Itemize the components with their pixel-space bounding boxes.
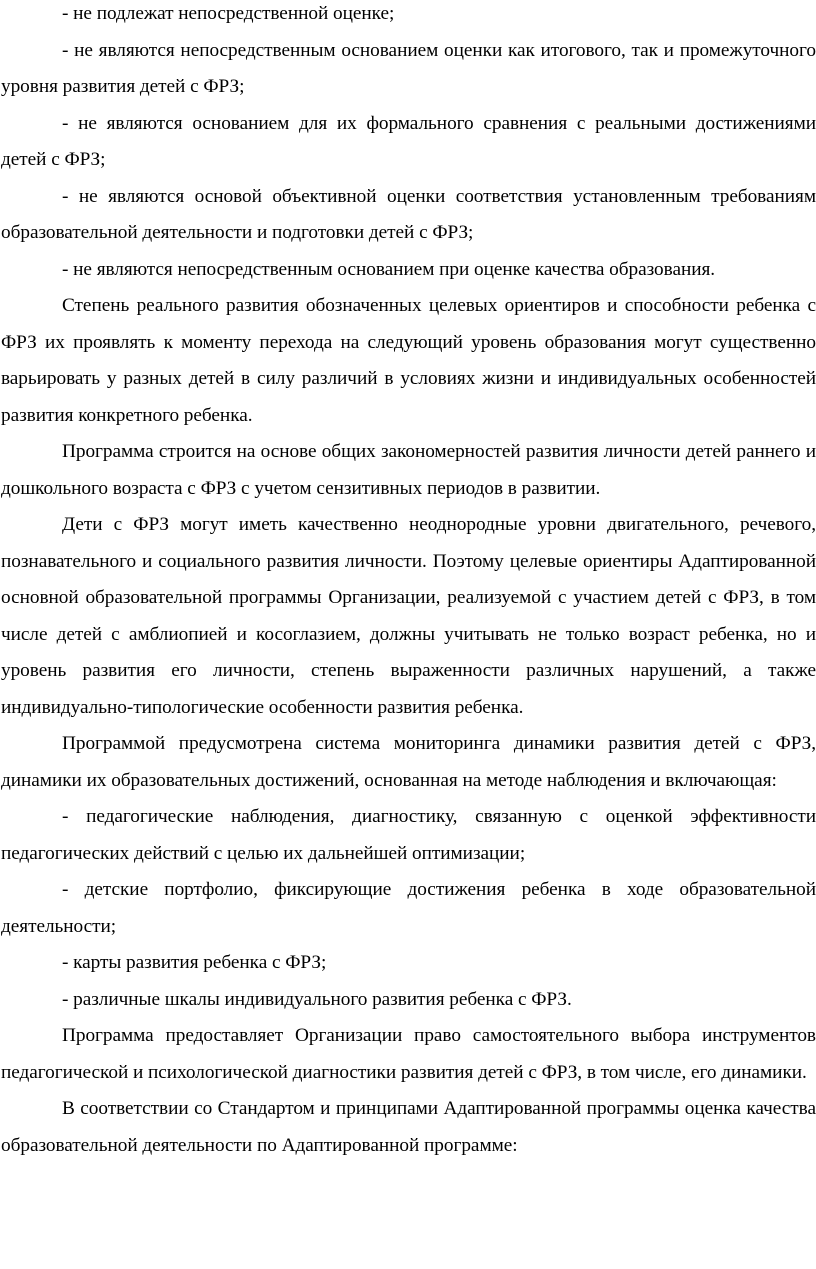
paragraph: - не подлежат непосредственной оценке;	[62, 3, 395, 24]
paragraph: - не являются непосредственным основанием при оценке качества образования.	[62, 258, 716, 280]
paragraph: Программой предусмотрена система мониторинга динамики развития детей с ФРЗ, динамики их образовательных достижений, основанная на методе наблюдения и включающая:	[1, 733, 816, 791]
paragraph: Программа предоставляет Организации право самостоятельного выбора инструментов педагогической и психологической диагностики развития детей с ФРЗ, в том числе, его динамики.	[1, 1025, 816, 1083]
paragraph: - не являются основанием для их формального сравнения с реальными достижениями детей с ФРЗ;	[1, 112, 816, 170]
paragraph: - карты развития ребенка с ФРЗ;	[62, 952, 327, 973]
paragraph: Программа строится на основе общих закономерностей развития личности детей раннего и дошкольного возраста с ФРЗ с учетом сензитивных периодов в развитии.	[1, 441, 816, 499]
paragraph: Степень реального развития обозначенных целевых ориентиров и способности ребенка с ФРЗ их проявлять к моменту перехода на следующий уровень образования могут существенно варьировать у разных детей в силу различий в условиях жизни и индивидуальных особенностей развития конкретного ребенка.	[1, 295, 816, 426]
paragraph: - не являются непосредственным основанием оценки как итогового, так и промежуточного уровня развития детей с ФРЗ;	[1, 39, 816, 97]
paragraph: - педагогические наблюдения, диагностику, связанную с оценкой эффективности педагогических действий с целью их дальнейшей оптимизации;	[1, 806, 816, 864]
paragraph: - не являются основой объективной оценки соответствия установленным требованиям образовательной деятельности и подготовки детей с ФРЗ;	[1, 185, 816, 243]
paragraph: - различные шкалы индивидуального развития ребенка с ФРЗ.	[62, 988, 572, 1010]
paragraph: Дети с ФРЗ могут иметь качественно неоднородные уровни двигательного, речевого, познавательного и социального развития личности. Поэтому целевые ориентиры Адаптированной основной образовательной программы Организации, реализуемой с участием детей с ФРЗ, в том числе детей с амблиопией и косоглазием, должны учитывать не только возраст ребенка, но и уровень развития его личности, степень выраженности различных нарушений, а также индивидуально-типологические особенности развития ребенка.	[1, 514, 816, 718]
paragraph: - детские портфолио, фиксирующие достижения ребенка в ходе образовательной деятельности;	[1, 879, 816, 937]
paragraph: В соответствии со Стандартом и принципами Адаптированной программы оценка качества образовательной деятельности по Адаптированной программе:	[1, 1098, 816, 1156]
